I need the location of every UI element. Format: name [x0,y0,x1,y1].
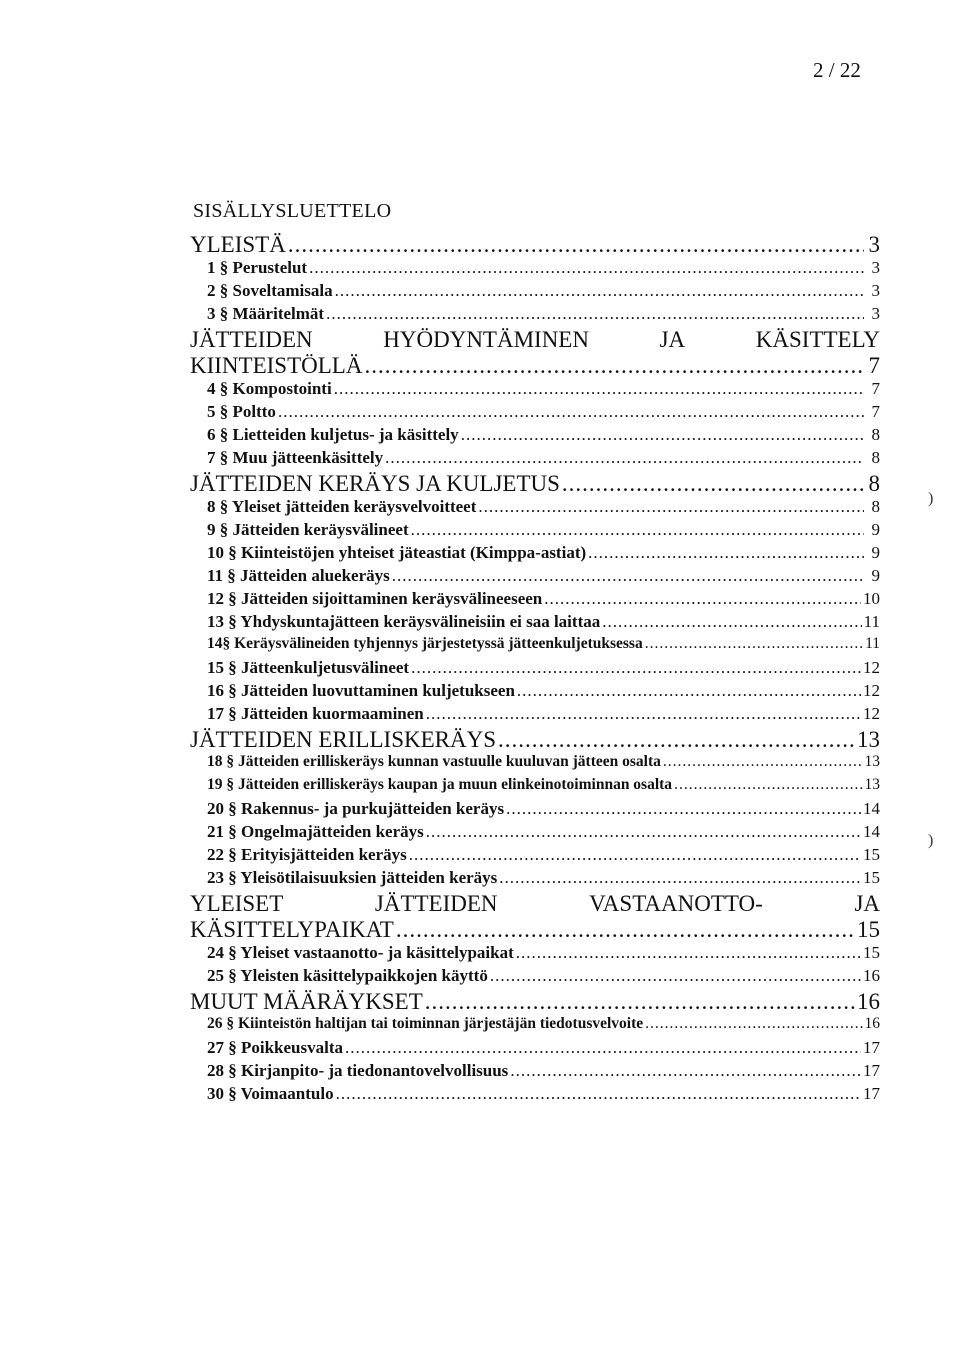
toc-entry-label: 30 § Voimaantulo [207,1084,334,1103]
toc-entry-label: 5 § Poltto [207,402,276,421]
dot-leader [411,658,861,678]
toc-entry-label: 18 § Jätteiden erilliskeräys kunnan vastuulle kuuluvan jätteen osalta [207,753,661,770]
dot-leader [663,753,863,771]
toc-item [190,589,880,612]
toc-entry-page: 14 [863,822,880,841]
toc-entry-label: 10 § Kiinteistöjen yhteiset jäteastiat (Kimppa-astiat) [207,543,587,562]
toc-item [190,635,880,658]
toc-item [190,658,880,681]
toc-item [190,402,880,425]
dot-leader [288,232,864,258]
toc-section [190,232,880,258]
toc-entry-page: 3 [868,232,880,257]
toc-entry-page: 12 [863,658,880,677]
toc-entry-page: 3 [871,258,880,277]
toc-section [190,727,880,753]
toc-item [190,966,880,989]
toc-entry-page: 7 [868,353,880,378]
toc-item [190,448,880,471]
toc-item [190,822,880,845]
toc-entry-label: MUUT MÄÄRÄYKSET [190,989,423,1014]
toc-entry-label: 20 § Rakennus- ja purkujätteiden keräys [207,799,505,818]
toc-entry-label: 11 § Jätteiden aluekeräys [207,566,390,585]
toc-entry-page: 16 [863,966,880,985]
toc-section [190,353,880,379]
toc-entry-label: 22 § Erityisjätteiden keräys [207,845,407,864]
toc-item [190,704,880,727]
toc-entry-label: 7 § Muu jätteenkäsittely [207,448,384,467]
toc-item [190,943,880,966]
toc-item [190,566,880,589]
table-of-contents [190,232,880,1107]
toc-entry-page: 8 [871,425,880,444]
toc-entry-label: 9 § Jätteiden keräysvälineet [207,520,409,539]
toc-entry-page: 12 [863,681,880,700]
dot-leader [510,1061,861,1081]
toc-item [190,281,880,304]
dot-leader [645,1015,862,1033]
toc-entry-label: 27 § Poikkeusvalta [207,1038,344,1057]
toc-entry-label: 4 § Kompostointi [207,379,332,398]
dot-leader [506,799,861,819]
heading-word: JA [854,891,880,916]
toc-item [190,520,880,543]
toc-item [190,612,880,635]
toc-section-heading-line [190,327,880,353]
dot-leader [517,681,861,701]
dot-leader [461,425,864,445]
toc-entry-page: 13 [864,753,880,770]
toc-entry-page: 11 [865,635,880,652]
dot-leader [411,520,864,540]
toc-entry-label: KIINTEISTÖLLÄ [190,353,363,378]
toc-entry-page: 15 [857,917,880,942]
toc-entry-page: 14 [863,799,880,818]
dot-leader [335,281,864,301]
toc-entry-label: 26 § Kiinteistön haltijan tai toiminnan järjestäjän tiedotusvelvoite [207,1015,644,1032]
margin-mark: ) [928,490,934,507]
toc-entry-page: 16 [857,989,880,1014]
toc-section [190,989,880,1015]
toc-item [190,497,880,520]
toc-entry-label: 1 § Perustelut [207,258,308,277]
dot-leader [498,727,855,753]
toc-entry-label: 3 § Määritelmät [207,304,325,323]
toc-entry-label: 2 § Soveltamisala [207,281,333,300]
heading-word: KÄSITTELY [755,327,880,352]
toc-entry-page: 8 [868,471,880,496]
toc-item [190,681,880,704]
heading-word: JÄTTEIDEN [374,891,498,916]
toc-entry-page: 7 [871,402,880,421]
toc-entry-page: 17 [863,1038,880,1057]
toc-entry-page: 17 [863,1084,880,1103]
toc-entry-label: 23 § Yleisötilaisuuksien jätteiden keräys [207,868,498,887]
toc-entry-label: JÄTTEIDEN KERÄYS JA KULJETUS [190,471,560,496]
heading-word: YLEISET [190,891,284,916]
dot-leader [544,589,861,609]
toc-item [190,379,880,402]
toc-item [190,776,880,799]
heading-word: VASTAANOTTO- [589,891,763,916]
dot-leader [336,1084,861,1104]
dot-leader [645,635,863,653]
toc-entry-label: 14§ Keräysvälineiden tyhjennys järjestetyssä jätteenkuljetuksessa [207,635,643,652]
dot-leader [562,471,864,497]
dot-leader [478,497,864,517]
dot-leader [425,989,855,1015]
toc-entry-label: 25 § Yleisten käsittelypaikkojen käyttö [207,966,488,985]
toc-entry-label: 15 § Jätteenkuljetusvälineet [207,658,410,677]
dot-leader [364,353,864,379]
toc-section [190,471,880,497]
dot-leader [345,1038,861,1058]
toc-entry-page: 16 [864,1015,880,1032]
toc-entry-page: 13 [864,776,880,793]
toc-entry-label: 28 § Kirjanpito- ja tiedonantovelvollisuus [207,1061,509,1080]
toc-item [190,1061,880,1084]
dot-leader [588,543,864,563]
toc-entry-page: 3 [871,304,880,323]
toc-item [190,304,880,327]
dot-leader [385,448,864,468]
dot-leader [309,258,864,278]
toc-entry-page: 15 [863,943,880,962]
dot-leader [334,379,864,399]
dot-leader [516,943,861,963]
toc-item [190,868,880,891]
toc-item [190,1038,880,1061]
toc-item [190,845,880,868]
toc-entry-label: KÄSITTELYPAIKAT [190,917,394,942]
toc-entry-page: 9 [871,543,880,562]
toc-entry-page: 12 [863,704,880,723]
toc-item [190,753,880,776]
dot-leader [426,704,861,724]
page-number: 2 / 22 [813,58,861,82]
toc-entry-page: 11 [863,612,880,631]
toc-item [190,258,880,281]
toc-entry-label: 16 § Jätteiden luovuttaminen kuljetukseen [207,681,515,700]
toc-entry-label: 12 § Jätteiden sijoittaminen keräysvälineeseen [207,589,543,608]
dot-leader [409,845,861,865]
toc-entry-page: 8 [871,497,880,516]
dot-leader [396,917,855,943]
dot-leader [490,966,861,986]
toc-entry-page: 13 [857,727,880,752]
margin-mark: ) [928,832,934,849]
toc-entry-page: 15 [863,845,880,864]
toc-section-heading-line [190,891,880,917]
dot-leader [674,776,862,794]
toc-entry-page: 8 [871,448,880,467]
dot-leader [426,822,861,842]
dot-leader [392,566,864,586]
toc-entry-label: 17 § Jätteiden kuormaaminen [207,704,424,723]
dot-leader [326,304,864,324]
heading-word: HYÖDYNTÄMINEN [383,327,589,352]
toc-entry-label: JÄTTEIDEN ERILLISKERÄYS [190,727,496,752]
toc-entry-page: 15 [863,868,880,887]
toc-title: SISÄLLYSLUETTELO [193,200,392,222]
toc-entry-page: 17 [863,1061,880,1080]
heading-word: JA [659,327,686,352]
toc-entry-label: 19 § Jätteiden erilliskeräys kaupan ja muun elinkeinotoiminnan osalta [207,776,673,793]
toc-entry-label: 13 § Yhdyskuntajätteen keräysvälineisiin ei saa laittaa [207,612,601,631]
toc-entry-page: 3 [871,281,880,300]
toc-entry-label: YLEISTÄ [190,232,286,257]
toc-entry-label: 24 § Yleiset vastaanotto- ja käsittelypaikat [207,943,514,962]
toc-entry-label: 21 § Ongelmajätteiden keräys [207,822,424,841]
toc-item [190,1015,880,1038]
toc-entry-page: 7 [871,379,880,398]
toc-item [190,425,880,448]
toc-entry-page: 9 [871,566,880,585]
toc-section [190,917,880,943]
toc-entry-label: 6 § Lietteiden kuljetus- ja käsittely [207,425,459,444]
toc-entry-label: 8 § Yleiset jätteiden keräysvelvoitteet [207,497,477,516]
toc-item [190,799,880,822]
toc-item [190,1084,880,1107]
heading-word: JÄTTEIDEN [190,327,313,352]
dot-leader [602,612,861,632]
toc-entry-page: 9 [871,520,880,539]
dot-leader [278,402,864,422]
toc-item [190,543,880,566]
toc-entry-page: 10 [863,589,880,608]
dot-leader [499,868,861,888]
